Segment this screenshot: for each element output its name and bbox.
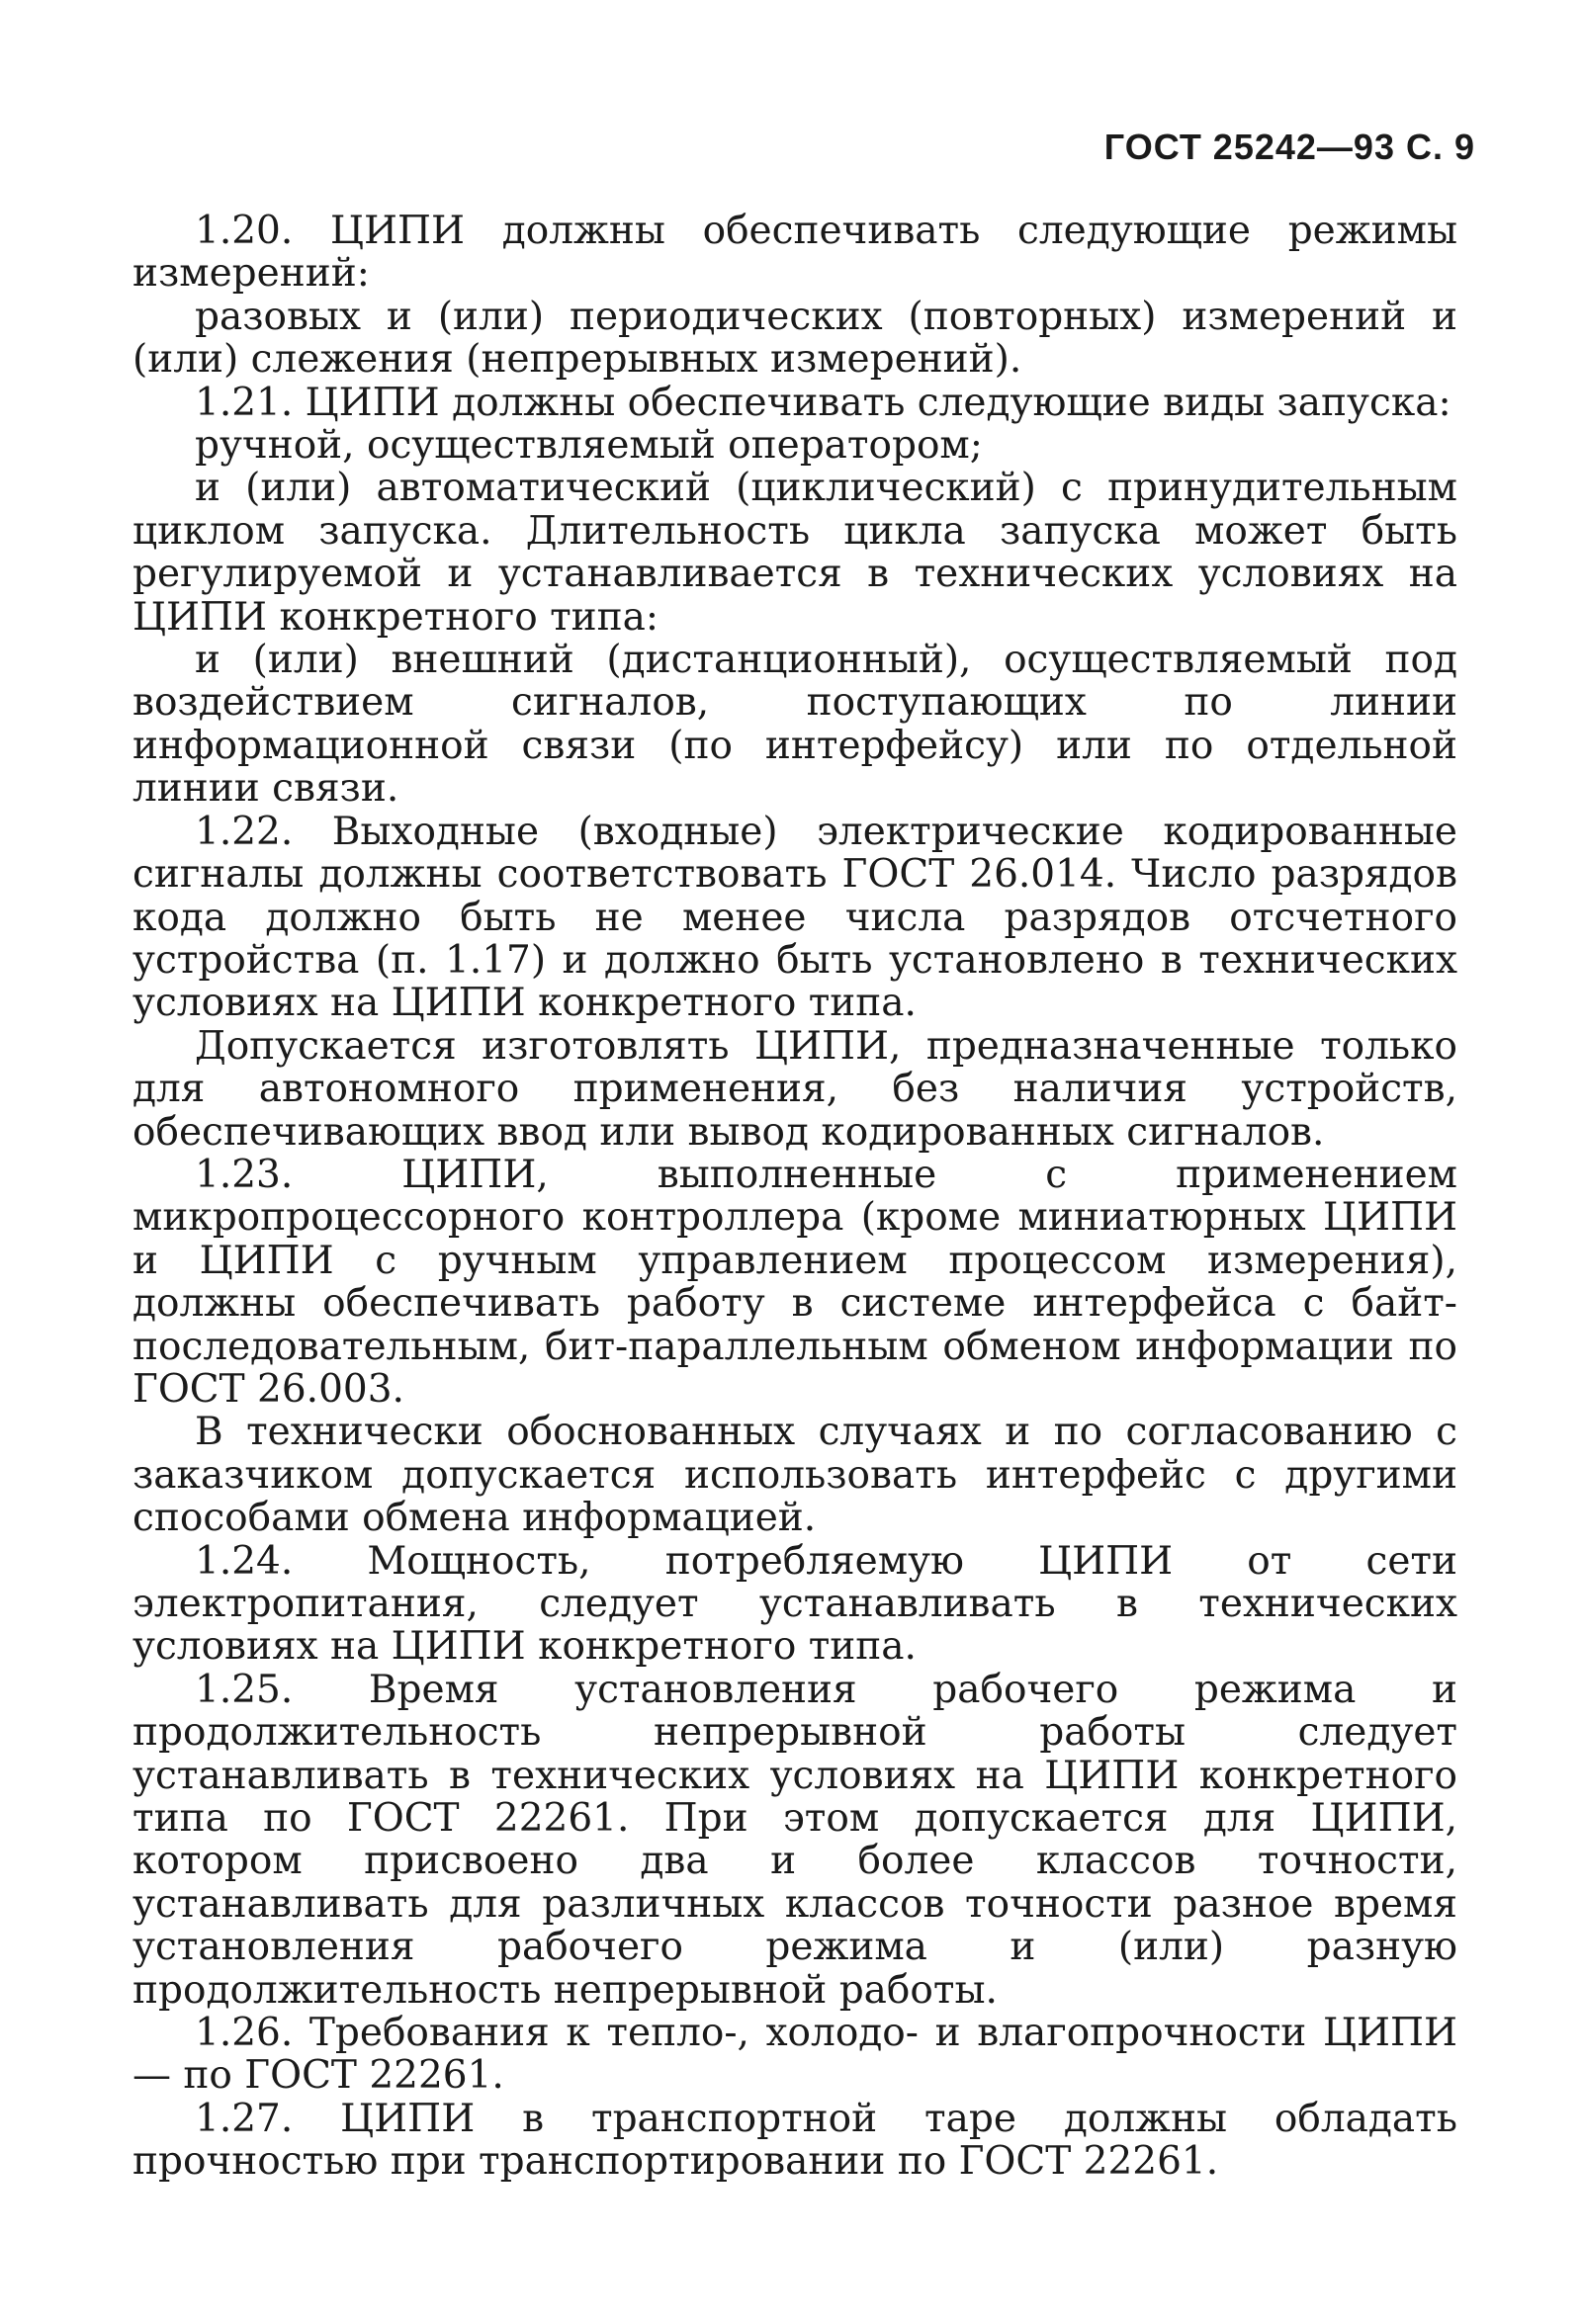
paragraph-1-20: 1.20. ЦИПИ должны обеспечивать следующие режимы измерений: <box>132 209 1457 297</box>
document-body <box>132 210 1457 2184</box>
paragraph-1-23: 1.23. ЦИПИ, выполненные с применением микропроцессорного контроллера (кроме миниатюрных ЦИПИ и ЦИПИ с ручным управлением процессом измерения), должны обеспечивать работу в системе интерфейса с байт-последовательным, бит-параллельным обменом информации по ГОСТ 26.003. <box>132 1152 1457 1412</box>
paragraph-1-22: 1.22. Выходные (входные) электрические кодированные сигналы должны соответствовать ГОСТ 26.014. Число разрядов кода должно быть не менее числа разрядов отсчетного устройства (п. 1.17) и должно быть установлено в технических условиях на ЦИПИ конкретного типа. <box>132 809 1457 1026</box>
paragraph-1-21-external: и (или) внешний (дистанционный), осуществляемый под воздействием сигналов, поступающих по линии информационной связи (по интерфейсу) или по отдельной линии связи. <box>132 638 1457 812</box>
paragraph-1-23-note: В технически обоснованных случаях и по согласованию с заказчиком допускается использовать интерфейс с другими способами обмена информацией. <box>132 1410 1457 1541</box>
paragraph-1-22-note: Допускается изготовлять ЦИПИ, предназначенные только для автономного применения, без наличия устройств, обеспечивающих ввод или вывод кодированных сигналов. <box>132 1023 1457 1155</box>
paragraph-1-26: 1.26. Требования к тепло-, холодо- и влагопрочности ЦИПИ — по ГОСТ 22261. <box>132 2011 1457 2099</box>
paragraph-1-20-modes: разовых и (или) периодических (повторных) измерений и (или) слежения (непрерывных измерений). <box>132 294 1457 383</box>
paragraph-1-25: 1.25. Время установления рабочего режима и продолжительность непрерывной работы следует устанавливать в технических условиях на ЦИПИ конкретного типа по ГОСТ 22261. При этом допускается для ЦИПИ, котором присвоено два и более классов точности, устанавливать для различных классов точности разное время установления рабочего режима и (или) разную продолжительность непрерывной работы. <box>132 1667 1457 2013</box>
page-header: ГОСТ 25242—93 С. 9 <box>1103 127 1475 167</box>
paragraph-1-21: 1.21. ЦИПИ должны обеспечивать следующие виды запуска: <box>195 380 1451 425</box>
paragraph-1-24: 1.24. Мощность, потребляемую ЦИПИ от сети электропитания, следует устанавливать в технических условиях на ЦИПИ конкретного типа. <box>132 1538 1457 1670</box>
paragraph-1-21-manual: ручной, осуществляемый оператором; <box>195 423 983 469</box>
paragraph-1-21-automatic: и (или) автоматический (циклический) с принудительным циклом запуска. Длительность цикла запуска может быть регулируемой и устанавливается в технических условиях на ЦИПИ конкретного типа: <box>132 466 1457 640</box>
paragraph-1-27: 1.27. ЦИПИ в транспортной таре должны обладать прочностью при транспортировании по ГОСТ 22261. <box>132 2096 1457 2185</box>
